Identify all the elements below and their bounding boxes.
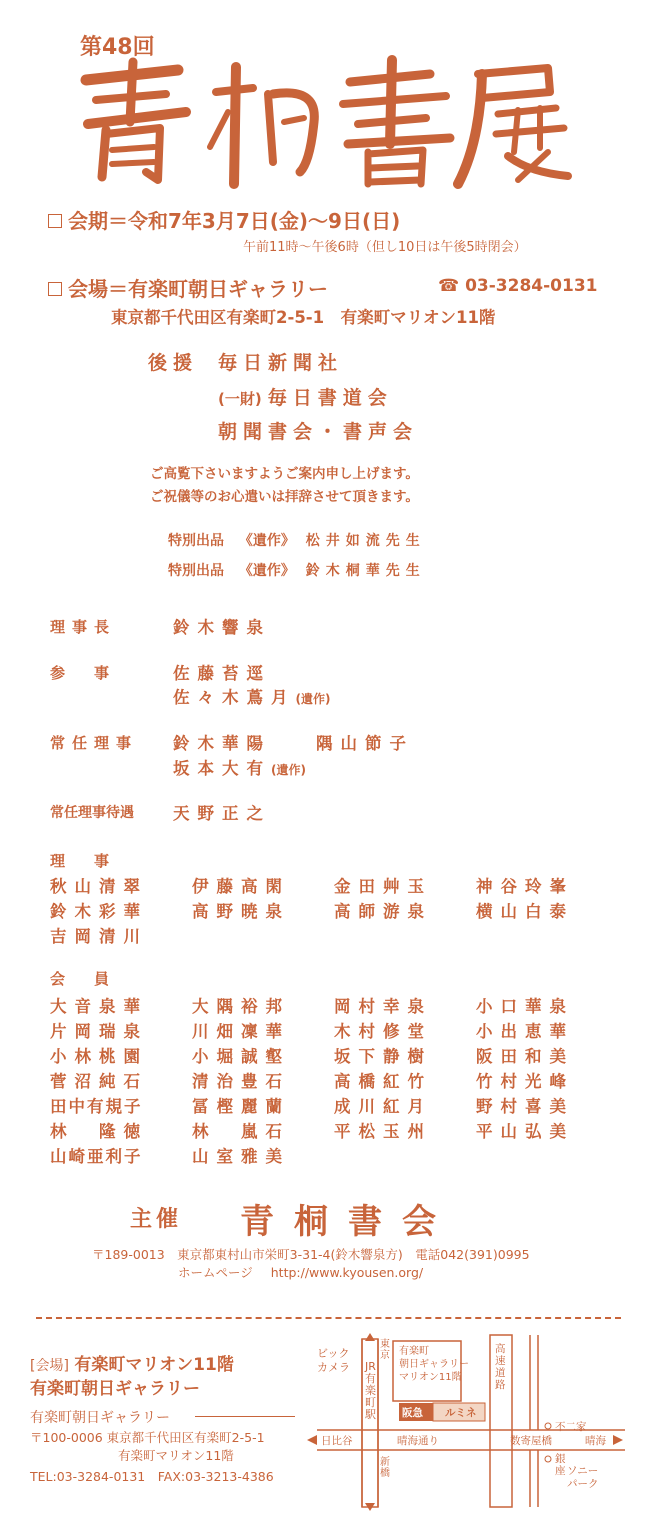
support-label: 後援: [148, 352, 199, 374]
member-name: 小口華泉: [476, 997, 574, 1016]
member-name: 山崎亜利子: [50, 1147, 143, 1166]
counsel-name: 佐藤苔逕: [173, 664, 271, 683]
event-period-row: [48, 205, 400, 234]
director-name: 吉岡清川: [50, 927, 148, 946]
special-label: 特別出品: [168, 563, 224, 579]
map-fujiya: 不二家: [555, 1421, 587, 1433]
map-bic-camera: ビック カメラ: [317, 1347, 350, 1374]
organizer-name: 青桐書会: [240, 1202, 456, 1242]
member-name: 林 隆徳: [50, 1122, 148, 1141]
member-name: 小出恵華: [476, 1022, 574, 1041]
member-name: 田中有規子: [50, 1097, 143, 1116]
special-row: [168, 530, 426, 550]
support-org2-row: [218, 383, 393, 410]
member-name: 木村修堂: [334, 1022, 432, 1041]
event-tel: 03-3284-0131: [465, 276, 598, 296]
map-tokyo: 東京: [380, 1339, 390, 1361]
member-name: 山室雅美: [192, 1147, 290, 1166]
event-address: 東京都千代田区有楽町2-5-1 有楽町マリオン11階: [111, 308, 496, 327]
ginza-marker: [545, 1456, 551, 1462]
map-sony-park: ソニー パーク: [567, 1465, 599, 1490]
arrow-up-icon: [365, 1333, 375, 1341]
footer-address1: 〒100-0006 東京都千代田区有楽町2-5-1: [30, 1430, 265, 1445]
event-venue: 会場＝有楽町朝日ギャラリー: [68, 277, 328, 301]
counsel-label: 参 事: [50, 664, 117, 682]
member-name: 片岡瑞泉: [50, 1022, 148, 1041]
director-name: 横山白泰: [476, 902, 574, 921]
support-org2-prefix: (一財): [218, 390, 262, 408]
counsel-name-row: [173, 684, 330, 708]
chair-label: 理事長: [50, 618, 117, 636]
member-name: 大隅裕邦: [192, 997, 290, 1016]
map-hibiya: 日比谷: [321, 1435, 353, 1447]
map-ginza: 銀座: [555, 1453, 566, 1477]
member-name: 清治豊石: [192, 1072, 290, 1091]
map-hankyu: 阪急: [402, 1407, 423, 1419]
exec-label: 常任理事: [50, 734, 139, 752]
special-label: 特別出品: [168, 533, 224, 549]
map-harumi: 晴海: [585, 1435, 606, 1447]
member-name: 竹村光峰: [476, 1072, 574, 1091]
footer-venue-row: [30, 1350, 234, 1375]
event-hours: 午前11時～午後6時（但し10日は午後5時閉会）: [243, 240, 527, 255]
member-name: 阪田和美: [476, 1047, 574, 1066]
director-name: 高師游泉: [334, 902, 432, 921]
member-name: 冨樫麗蘭: [192, 1097, 290, 1116]
footer-tel-fax: TEL:03-3284-0131 FAX:03-3213-4386: [30, 1469, 274, 1484]
deceased-note: (遺作): [295, 692, 331, 706]
invite-line1: ご高覧下さいますようご案内申し上げます。: [150, 466, 419, 482]
member-name: 小堀誠壑: [192, 1047, 290, 1066]
phone-icon: ☎: [438, 276, 466, 296]
footer-address2: 有楽町マリオン11階: [118, 1448, 234, 1463]
member-name: 菅沼純石: [50, 1072, 148, 1091]
deceased-note: (遺作): [271, 763, 306, 777]
organizer-contact: 〒189-0013 東京都東村山市栄町3-31-4(鈴木響泉方) 電話042(391)0995: [92, 1247, 530, 1262]
map-harumi-dori: 晴海通り: [397, 1435, 439, 1447]
member-name: 川畑凜華: [192, 1022, 290, 1041]
director-name: 伊藤高閑: [192, 877, 290, 896]
member-name: 平山弘美: [476, 1122, 574, 1141]
exec-treat-name: 天野正之: [173, 804, 271, 823]
directors-label: 理 事: [50, 852, 117, 870]
counsel-name: 佐々木蔦月: [173, 688, 296, 707]
homepage-label: ホームページ: [178, 1265, 253, 1280]
checkbox-icon: [48, 214, 62, 228]
director-name: 高野暁泉: [192, 902, 290, 921]
exec-name: 坂本大有: [173, 759, 271, 778]
map-expressway: 高速道路: [495, 1343, 506, 1391]
support-org1: 毎日新聞社: [218, 352, 344, 374]
map-marion-box: 有楽町 朝日ギャラリー マリオン11階: [399, 1346, 469, 1383]
footer-gallery: 有楽町朝日ギャラリー: [30, 1410, 170, 1426]
event-period: 会期＝令和7年3月7日(金)～9日(日): [68, 209, 401, 233]
map-lumine: ルミネ: [445, 1407, 477, 1419]
organizer-label: 主催: [130, 1207, 183, 1232]
footer-venue-line1: 有楽町マリオン11階: [74, 1355, 234, 1375]
arrow-left-icon: [307, 1435, 317, 1445]
member-name: 小林桃園: [50, 1047, 148, 1066]
members-label: 会 員: [50, 970, 117, 988]
member-name: 岡村幸泉: [334, 997, 432, 1016]
support-org2: 毎日書道会: [267, 387, 393, 409]
fujiya-marker: [545, 1423, 551, 1429]
map-jr-station: JR有楽町駅: [365, 1360, 376, 1421]
director-name: 秋山清翠: [50, 877, 148, 896]
homepage-row: [178, 1263, 423, 1281]
support-org3: 朝聞書会・書声会: [218, 421, 419, 443]
special-note: 《遺作》: [238, 563, 295, 579]
member-name: 平松玉州: [334, 1122, 432, 1141]
director-name: 金田艸玉: [334, 877, 432, 896]
exec-name-row: [173, 755, 306, 779]
access-map: [305, 1333, 625, 1511]
footer-venue-tag: [会場]: [30, 1358, 69, 1374]
member-name: 成川紅月: [334, 1097, 432, 1116]
exec-name: 鈴木華陽: [173, 734, 271, 753]
map-shinbashi: 新橋: [380, 1457, 390, 1479]
event-venue-row: [48, 273, 328, 302]
exec-name: 隅山節子: [316, 734, 414, 753]
special-note: 《遺作》: [238, 533, 295, 549]
chair-name: 鈴木響泉: [173, 618, 271, 637]
checkbox-icon: [48, 282, 62, 296]
event-tel-row: [438, 276, 598, 296]
homepage-link[interactable]: http://www.kyousen.org/: [270, 1265, 424, 1280]
edition-label: 第48回: [80, 35, 155, 60]
invite-line2: ご祝儀等のお心遣いは拝辞させて頂きます。: [150, 489, 419, 505]
director-name: 鈴木彩華: [50, 902, 148, 921]
member-name: 坂下静樹: [334, 1047, 432, 1066]
exec-treat-label: 常任理事待遇: [50, 805, 134, 821]
member-name: 高橋紅竹: [334, 1072, 432, 1091]
director-name: 神谷玲峯: [476, 877, 574, 896]
special-name: 鈴木桐華先生: [305, 563, 426, 579]
member-name: 野村喜美: [476, 1097, 574, 1116]
arrow-right-icon: [613, 1435, 623, 1445]
title-calligraphy-art: [78, 52, 578, 192]
footer-venue-line2: 有楽町朝日ギャラリー: [30, 1379, 200, 1399]
title-calligraphy: [78, 52, 578, 192]
member-name: 大音泉華: [50, 997, 148, 1016]
special-row: [168, 560, 426, 580]
footer-gallery-rule: [195, 1416, 295, 1417]
member-name: 林 嵐石: [192, 1122, 290, 1141]
map-sukiyabashi: 数寄屋橋: [510, 1435, 552, 1447]
special-name: 松井如流先生: [305, 533, 426, 549]
cut-line-divider: [36, 1317, 621, 1319]
